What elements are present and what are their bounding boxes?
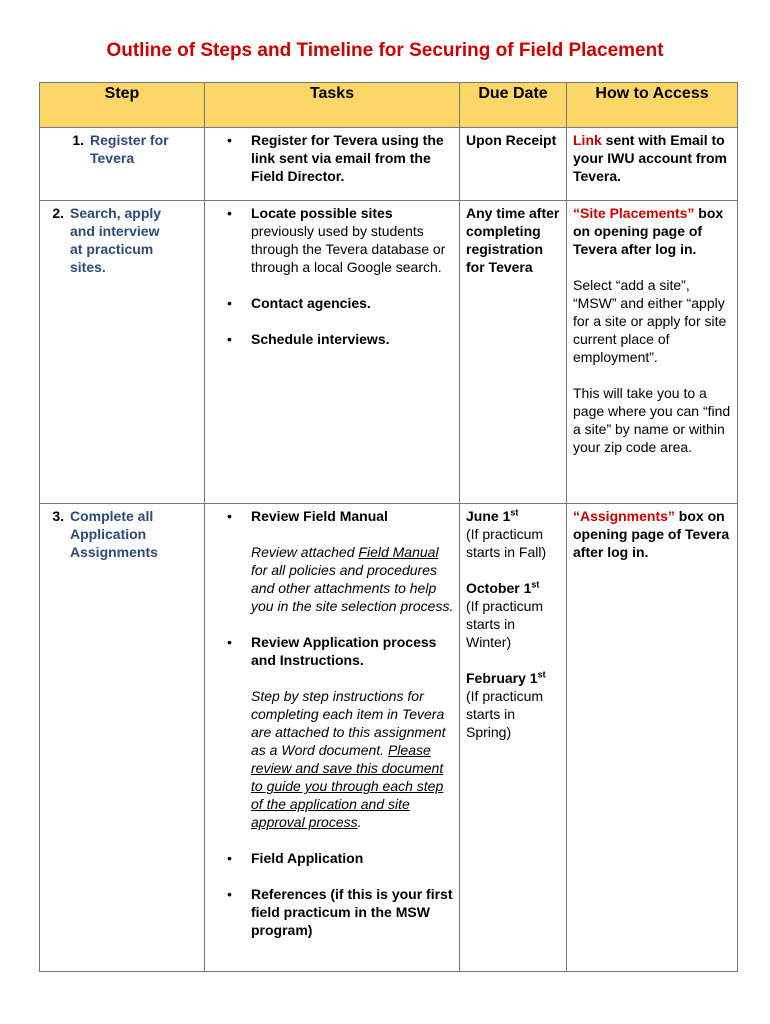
note-text: Please review and save this document to guide you through each step of the application and site approval process: [251, 742, 444, 830]
header-row: [40, 83, 738, 128]
steps-table: [39, 82, 738, 972]
link-text[interactable]: “Assignments”: [573, 508, 675, 524]
step-number: 2.: [52, 205, 64, 221]
list-item: [205, 294, 455, 312]
access-text: This will take you to a page where you can “find a site” by name or within your zip code area.: [573, 385, 731, 455]
access-cell: [567, 504, 738, 972]
task-text: Review Field Manual: [251, 508, 388, 524]
tasks-cell: [205, 504, 460, 972]
task-text: Contact agencies.: [251, 295, 371, 311]
bullet-icon: •: [227, 331, 232, 347]
header-due-date: Due Date: [460, 83, 567, 128]
access-text: box on opening page of Tevera after log in.: [573, 205, 724, 257]
ordinal-suffix: st: [531, 579, 540, 590]
list-item: [205, 849, 455, 867]
list-item: [205, 330, 455, 348]
list-item: [205, 507, 455, 525]
note-text: for all policies and procedures and other attachments to help you in the site selection process.: [251, 562, 454, 614]
bullet-icon: •: [227, 634, 232, 650]
step-label: Search, apply and interview at practicum sites.: [70, 205, 162, 275]
list-item: [205, 633, 455, 669]
due-date-text: Upon Receipt: [466, 132, 557, 148]
list-item: [205, 204, 455, 276]
due-date-cell: [460, 504, 567, 972]
list-item: [205, 885, 455, 939]
step-label: Register for Tevera: [90, 132, 169, 166]
access-cell: [567, 128, 738, 201]
due-date-label: February 1: [466, 670, 538, 686]
field-manual-link[interactable]: Field Manual: [358, 544, 439, 560]
table-row: [40, 504, 738, 972]
table-row: [40, 201, 738, 504]
note-text: Review attached: [251, 544, 359, 560]
task-note: [205, 543, 455, 615]
step-label: Complete all Application Assignments: [70, 508, 158, 560]
bullet-icon: •: [227, 295, 232, 311]
step-cell: [40, 201, 205, 504]
bullet-icon: •: [227, 886, 232, 902]
header-tasks: Tasks: [205, 83, 460, 128]
task-text: Register for Tevera using the link sent via email from the Field Director.: [251, 132, 444, 184]
note-text: Step by step instructions for completing each item in Tevera are attached to this assignment as a Word document.: [251, 688, 446, 758]
note-text: .: [357, 814, 362, 830]
task-text: previously used by students through the Tevera database or through a local Google search.: [251, 223, 446, 275]
bullet-icon: •: [227, 508, 232, 524]
due-date-note: (If practicum starts in Fall): [466, 526, 547, 560]
table-row: [40, 128, 738, 201]
page-title: Outline of Steps and Timeline for Securing of Field Placement: [106, 40, 664, 61]
task-text: Schedule interviews.: [251, 331, 390, 347]
access-text: sent with Email to your IWU account from Tevera.: [573, 132, 728, 184]
due-date-text: Any time after completing registration for Tevera: [466, 205, 560, 275]
access-text: Select “add a site”, “MSW” and either “apply for a site or apply for site current place of employment”.: [573, 277, 727, 365]
step-number: 1.: [72, 132, 84, 148]
list-item: [205, 131, 455, 185]
tasks-cell: [205, 201, 460, 504]
due-date-note: (If practicum starts in Winter): [466, 598, 544, 650]
due-date-label: June 1: [466, 508, 511, 524]
link-text[interactable]: Link: [573, 132, 602, 148]
ordinal-suffix: st: [510, 507, 519, 518]
header-how-to-access: How to Access: [567, 83, 738, 128]
due-date-label: October 1: [466, 580, 532, 596]
step-cell: [40, 128, 205, 201]
task-text: Locate possible sites: [251, 205, 393, 221]
tasks-cell: [205, 128, 460, 201]
due-date-cell: [460, 128, 567, 201]
due-date-cell: [460, 201, 567, 504]
task-text: Field Application: [251, 850, 364, 866]
due-date-note: (If practicum starts in Spring): [466, 688, 544, 740]
header-step: Step: [40, 83, 205, 128]
task-note: [205, 687, 455, 831]
bullet-icon: •: [227, 132, 232, 148]
step-number: 3.: [52, 508, 64, 524]
access-text: box on opening page of Tevera after log in.: [573, 508, 730, 560]
link-text[interactable]: “Site Placements”: [573, 205, 695, 221]
step-cell: [40, 504, 205, 972]
task-text: Review Application process and Instructions.: [251, 634, 437, 668]
access-cell: [567, 201, 738, 504]
bullet-icon: •: [227, 850, 232, 866]
bullet-icon: •: [227, 205, 232, 221]
ordinal-suffix: st: [537, 669, 546, 680]
task-text: References (if this is your first field practicum in the MSW program): [251, 886, 453, 938]
